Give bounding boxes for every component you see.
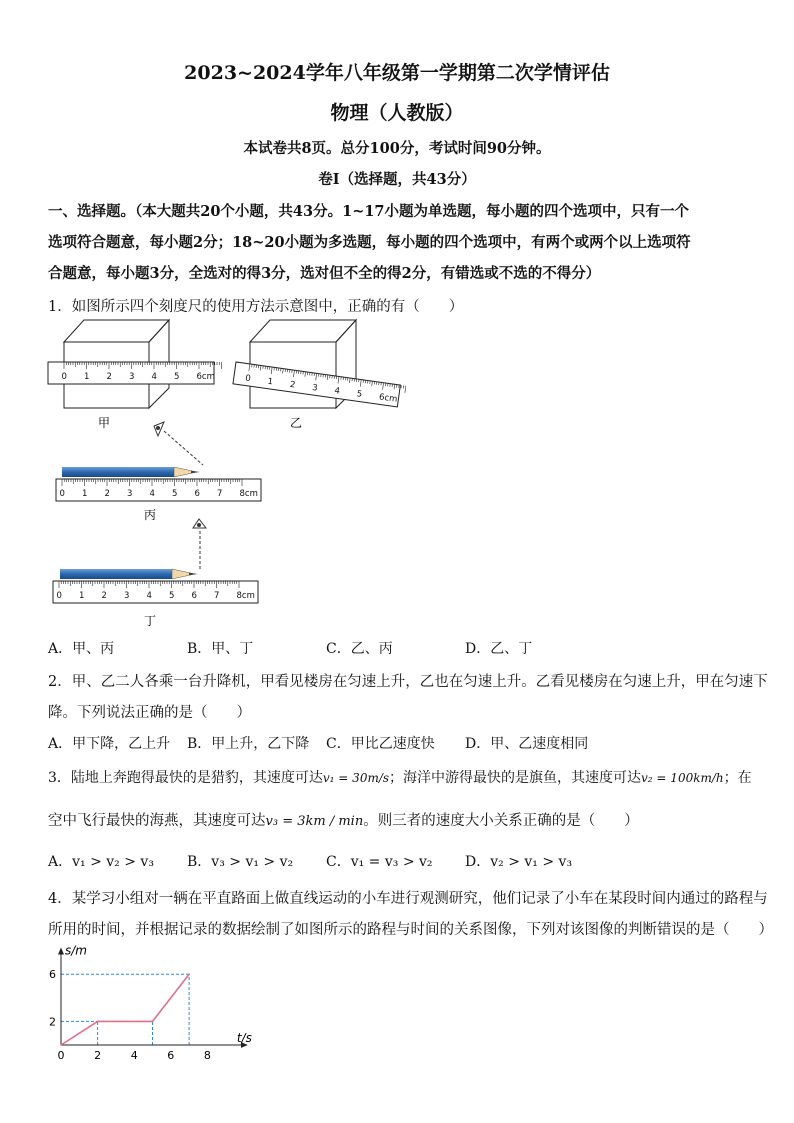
ruler-bing-tick-label: 3 <box>127 489 133 499</box>
label-ding: 丁 <box>144 614 157 628</box>
ruler-bing-tick-label: 4 <box>149 489 155 499</box>
q2-option-a[interactable]: A．甲下降，乙上升 <box>48 736 171 752</box>
st-chart <box>40 945 280 1065</box>
figure-yi <box>233 320 406 408</box>
data-point <box>97 1021 99 1023</box>
q1-option-c[interactable]: C．乙、丙 <box>326 641 393 657</box>
data-point <box>152 1021 154 1023</box>
ruler-ding-tick-label: 2 <box>101 591 107 601</box>
q1-stem: 1．如图所示四个刻度尺的使用方法示意图中，正确的有（ ） <box>48 299 464 315</box>
ruler-bing-tick-label: 6 <box>194 489 200 499</box>
figure-jia <box>48 320 222 408</box>
exam-title: 2023~2024学年八年级第一学期第二次学情评估 <box>184 62 610 84</box>
ruler-yi-tick-label: 0 <box>244 373 252 385</box>
ruler-jia-tick-label: 6cm <box>196 372 215 382</box>
ruler-bing-tick-label: 8cm <box>239 489 258 499</box>
q2-option-c[interactable]: C．甲比乙速度快 <box>326 736 435 752</box>
q4-line-2: 所用的时间，并根据记录的数据绘制了如图所示的路程与时间的关系图像，下列对该图像的判断错误的是（ ） <box>48 922 773 938</box>
ruler-ding-tick-label: 5 <box>169 591 175 601</box>
ruler-ding-tick-label: 3 <box>124 591 130 601</box>
q2-option-b[interactable]: B．甲上升，乙下降 <box>187 736 310 752</box>
ruler-yi-tick-label: 2 <box>289 379 296 391</box>
x-tick-label: 4 <box>130 1049 138 1062</box>
q4-line-1: 4．某学习小组对一辆在平直路面上做直线运动的小车进行观测研究，他们记录了小车在某段时间内通过的路程与 <box>48 891 768 907</box>
q3-line-1: 3．陆地上奔跑得最快的是猎豹，其速度可达v₁ = 30m/s；海洋中游得最快的是旗鱼，其速度可达v₂ = 100km/h；在 <box>48 770 752 786</box>
ruler-jia-tick-label: 4 <box>151 372 157 382</box>
ruler-bing-tick-label: 5 <box>172 489 178 499</box>
instructions-line-1: 一、选择题。（本大题共20个小题，共43分。1~17小题为单选题，每小题的四个选项中，只有一个 <box>48 203 690 220</box>
y-tick-label: 6 <box>49 968 56 982</box>
ruler-ding-tick-label: 7 <box>214 591 220 601</box>
ruler-bing-tick-label: 0 <box>59 489 65 499</box>
ruler-jia-tick-label: 5 <box>174 372 180 382</box>
q3-option-a[interactable]: A．v₁ > v₂ > v₃ <box>48 854 154 870</box>
data-point <box>60 1044 62 1046</box>
x-tick-label: 6 <box>167 1049 175 1062</box>
ruler-bing-tick-label: 7 <box>217 489 223 499</box>
ruler-ding-tick-label: 8cm <box>236 591 255 601</box>
x-tick-label: 2 <box>94 1049 102 1062</box>
q3-v1: v₁ = 30m/s <box>322 771 390 785</box>
ruler-jia-tick-label: 2 <box>106 372 112 382</box>
q3-option-c[interactable]: C．v₁ = v₃ > v₂ <box>326 854 433 870</box>
instructions-line-3: 合题意，每小题3分，全选对的得3分，选对但不全的得2分，有错选或不选的不得分） <box>48 265 601 282</box>
ruler-ding-tick-label: 6 <box>191 591 197 601</box>
q3-v3: v₃ = 3km / min <box>265 814 364 829</box>
ruler-yi-tick-label: 1 <box>266 376 274 388</box>
ruler-yi-tick <box>405 386 406 393</box>
label-jia: 甲 <box>98 416 111 430</box>
q1-option-b[interactable]: B．甲、丁 <box>187 641 254 657</box>
x-axis-label: t/s <box>236 1031 252 1045</box>
ruler-jia-tick-label: 1 <box>84 372 90 382</box>
ruler-jia-tick-label: 0 <box>61 372 67 382</box>
series-line <box>61 974 189 1045</box>
q1-option-a[interactable]: A．甲、丙 <box>48 641 115 657</box>
ruler-yi-tick-label: 4 <box>333 386 341 397</box>
ruler-yi-tick-label: 6cm <box>378 392 398 405</box>
section-heading: 卷Ⅰ（选择题，共43分） <box>318 171 476 188</box>
q1-figure <box>40 315 420 635</box>
ruler-ding-tick-label: 0 <box>56 591 62 601</box>
q3-option-b[interactable]: B．v₃ > v₁ > v₂ <box>187 854 294 870</box>
label-yi: 乙 <box>290 416 303 430</box>
q1-option-d[interactable]: D．乙、丁 <box>465 641 533 657</box>
q2-line-1: 2．甲、乙二人各乘一台升降机，甲看见楼房在匀速上升，乙也在匀速上升。乙看见楼房在匀速上升，甲在匀速下 <box>48 674 768 690</box>
instructions-line-2: 选项符合题意，每小题2分；18~20小题为多选题，每小题的四个选项中，有两个或两个以上选项符 <box>48 234 691 251</box>
ruler-ding-tick-label: 1 <box>79 591 85 601</box>
x-tick-label: 0 <box>57 1049 65 1062</box>
y-tick-label: 2 <box>49 1015 56 1029</box>
exam-subject: 物理（人教版） <box>330 102 464 124</box>
ruler-bing-tick-label: 2 <box>104 489 110 499</box>
ruler-jia-tick-label: 3 <box>129 372 135 382</box>
figure-bing <box>56 422 261 501</box>
ruler-yi-tick-label: 5 <box>356 389 363 400</box>
q2-option-d[interactable]: D．甲、乙速度相同 <box>465 736 589 752</box>
q3-v2: v₂ = 100km/h <box>641 771 724 785</box>
q3-option-d[interactable]: D．v₂ > v₁ > v₃ <box>465 854 573 870</box>
data-point <box>188 973 190 975</box>
exam-info: 本试卷共8页。总分100分，考试时间90分钟。 <box>243 140 551 157</box>
ruler-ding-tick-label: 4 <box>146 591 152 601</box>
ruler-yi-tick-label: 3 <box>311 382 319 394</box>
x-tick-label: 8 <box>203 1049 211 1062</box>
y-axis-label: s/m <box>65 945 87 958</box>
q2-line-2: 降。下列说法正确的是（ ） <box>48 705 251 721</box>
figure-ding <box>53 519 258 603</box>
ruler-bing-tick-label: 1 <box>82 489 88 499</box>
label-bing: 丙 <box>144 508 157 522</box>
q3-line-2: 空中飞行最快的海燕，其速度可达v₃ = 3km / min。则三者的速度大小关系正确的是（ ） <box>48 813 639 829</box>
